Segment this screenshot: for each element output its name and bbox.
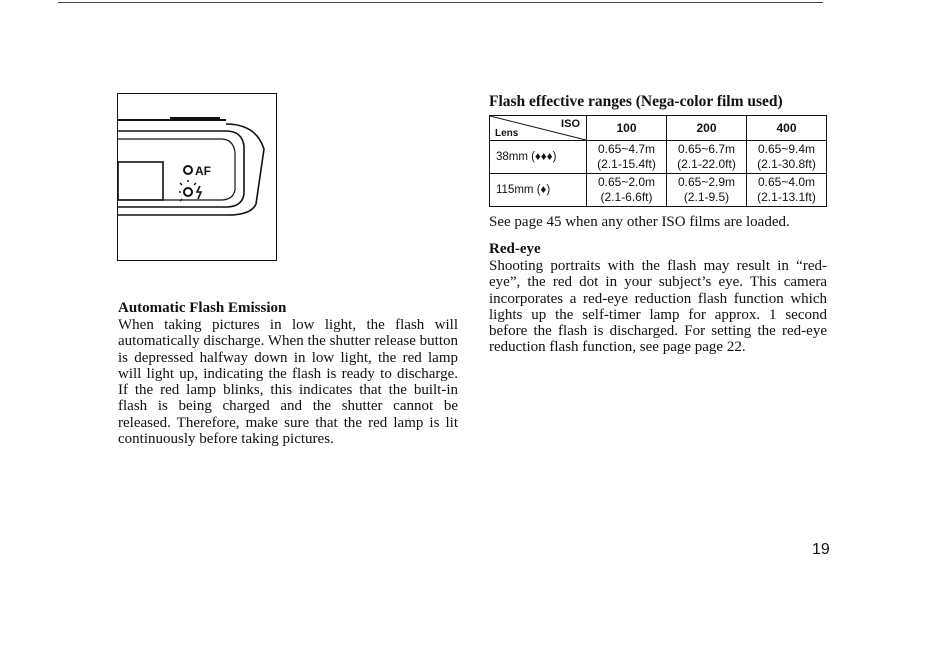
range-feet: (2.1-6.6ft): [600, 190, 653, 204]
range-cell: [587, 174, 667, 207]
table-row: [490, 141, 827, 174]
range-cell: [667, 174, 747, 207]
lightning-bolt-icon: [197, 186, 201, 199]
range-cell: [587, 141, 667, 174]
range-cell: [747, 174, 827, 207]
range-feet: (2.1-15.4ft): [597, 157, 656, 171]
section-title: Automatic Flash Emission: [118, 300, 287, 316]
range-cell: [747, 141, 827, 174]
top-rule: [58, 2, 823, 3]
iso-note: See page 45 when any other ISO films are loaded.: [489, 214, 790, 230]
flash-range-section: [489, 93, 827, 356]
range-feet: (2.1-22.0ft): [677, 157, 736, 171]
range-meters: 0.65~2.9m: [677, 175, 736, 189]
column-header: 200: [667, 116, 747, 141]
section-paragraph: When taking pictures in low light, the flash will automatically discharge. When the shutter release button is depressed halfway down in low light, the red lamp will light up, indicating the flash is ready to discharge. If the red lamp blinks, this indicates that the built-in flash is being charged and the shutter cannot be released. Therefore, make sure that the red lamp is lit continuously before taking pictures.: [118, 317, 458, 448]
range-meters: 0.65~9.4m: [757, 142, 816, 156]
range-feet: (2.1-30.8ft): [757, 157, 816, 171]
redeye-title: Red-eye: [489, 241, 541, 257]
range-meters: 0.65~2.0m: [597, 175, 656, 189]
page-number: 19: [812, 541, 830, 558]
table-title: Flash effective ranges (Nega-color film used): [489, 93, 783, 110]
corner-lens-label: Lens: [495, 128, 519, 139]
range-cell: [667, 141, 747, 174]
column-header: 100: [587, 116, 667, 141]
range-feet: (2.1-13.1ft): [757, 190, 816, 204]
table-corner-cell: [490, 116, 587, 141]
viewfinder-illustration: [117, 93, 277, 261]
automatic-flash-section: [118, 300, 458, 447]
lens-cell: 115mm (♦): [490, 174, 587, 207]
redeye-paragraph: Shooting portraits with the flash may result in “red-eye”, the red dot in your subject’s eye. This camera incorporates a red-eye reduction flash function which lights up the self-timer lamp for approx. 1 second before the flash is discharged. For setting the red-eye reduction flash function, see page page 22.: [489, 258, 827, 356]
range-meters: 0.65~4.0m: [757, 175, 816, 189]
af-label: AF: [195, 164, 211, 178]
flash-range-table: [489, 115, 827, 207]
table-header-row: [490, 116, 827, 141]
column-header: 400: [747, 116, 827, 141]
range-meters: 0.65~6.7m: [677, 142, 736, 156]
table-row: [490, 174, 827, 207]
corner-iso-label: ISO: [561, 118, 580, 130]
range-feet: (2.1-9.5): [683, 190, 730, 204]
camera-viewfinder-drawing: [118, 94, 275, 259]
lens-cell: 38mm (♦♦♦): [490, 141, 587, 174]
range-meters: 0.65~4.7m: [597, 142, 656, 156]
